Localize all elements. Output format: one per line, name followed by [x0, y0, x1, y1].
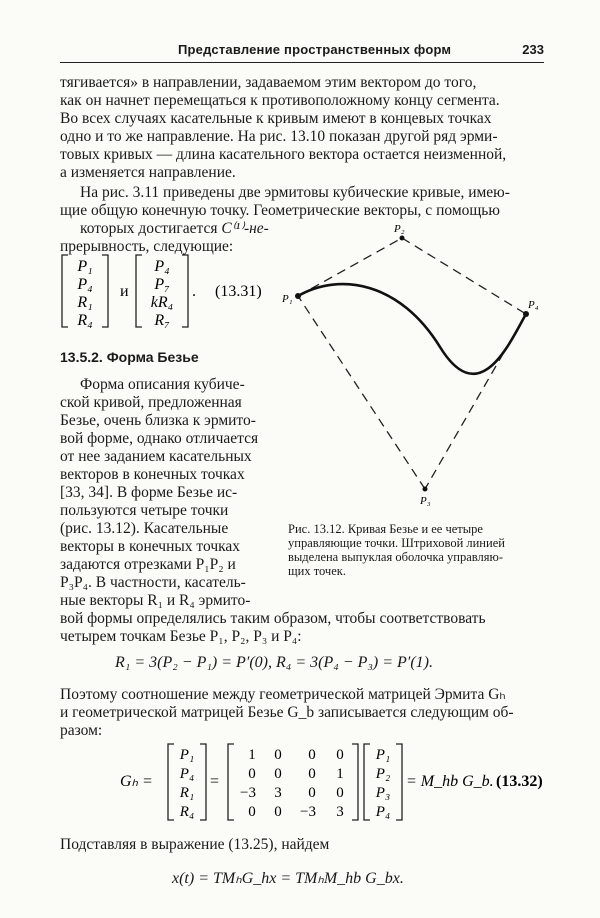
matrix-cell: 0: [248, 766, 256, 782]
text-line: и геометрической матрицей Безье G_b записывается следующим об-: [60, 704, 514, 721]
text-line: товых кривых — длина касательного вектора остается неизменной,: [60, 146, 507, 163]
bezier-figure: [280, 222, 550, 512]
text-line: вой формы определялись таким образом, чтобы соответствовать: [60, 610, 486, 627]
matrix-cell: 0: [336, 785, 344, 801]
text-line: четырем точкам Безье P₁, P₂, P₃ и P₄:: [60, 628, 302, 645]
control-point: [523, 311, 529, 317]
text-line: от нее заданием касательных: [60, 448, 252, 465]
matrix-cell: −3: [300, 804, 316, 820]
section-number: 13.5.2.: [60, 349, 103, 365]
matrix-cell: 3: [336, 804, 344, 820]
point-label: P₃: [420, 495, 431, 507]
point-label: P₄: [528, 299, 539, 311]
bracket-right: [102, 255, 108, 327]
control-point: [423, 487, 428, 492]
matrix-equation: [60, 740, 548, 824]
vector-entry: kR₄: [150, 294, 174, 311]
matrix-cell: 3: [274, 785, 282, 801]
text-line: задаются отрезками P₁P₂ и: [60, 556, 236, 573]
text-line: щие общую конечную точку. Геометрические векторы, с помощью: [60, 202, 500, 219]
tangent-equation: R₁ = 3(P₂ − P₁) = P′(0), R₄ = 3(P₄ − P₃) = P′(1).: [115, 654, 433, 671]
vector-entry: P₁: [375, 747, 391, 763]
text-line: P₃P₄. В частности, касатель-: [60, 574, 246, 591]
text-line: разом:: [60, 722, 103, 739]
text-line: На рис. 3.11 приведены две эрмитовы кубические кривые, имею-: [80, 184, 510, 201]
page-number: 233: [522, 42, 544, 57]
text-line: пользуются четыре точки: [60, 502, 229, 519]
matrix-cell: 0: [274, 747, 282, 763]
text-line: тягивается» в направлении, задаваемом этим вектором до того,: [60, 74, 477, 91]
running-head: Представление пространственных форм: [178, 42, 452, 57]
text-line: а изменяется направление.: [60, 164, 236, 181]
vector-entry: P₇: [154, 276, 170, 293]
bezier-curve: [298, 284, 526, 374]
hull-edge: [298, 296, 425, 489]
vector-entry: P₁: [179, 747, 195, 763]
text-line: векторов в конечных точках: [60, 466, 245, 483]
text-line: векторы в конечных точках: [60, 538, 241, 555]
caption-line: выделена выпуклая оболочка управляю-: [288, 550, 503, 564]
text-line: вой форме, однако отличается: [60, 430, 259, 447]
point-label: P₁: [282, 293, 293, 305]
lhs: Gₕ =: [120, 773, 153, 790]
svg-text:.: .: [192, 283, 196, 300]
vector-entry: R₄: [179, 804, 195, 820]
rhs: = M_hb G_b.: [406, 773, 494, 790]
bracket-left: [62, 255, 68, 327]
matrix-cell: 0: [308, 747, 316, 763]
hull-edge: [298, 238, 402, 296]
hull-edge: [402, 238, 526, 314]
caption-line: управляющие точки. Штриховой линией: [288, 536, 505, 550]
bracket-right: [182, 255, 188, 327]
matrix-cell: 0: [274, 804, 282, 820]
text-line: ные векторы R₁ и R₄ эрмито-: [60, 592, 251, 609]
vector-entry: P₂: [375, 766, 391, 782]
text-line: Подставляя в выражение (13.25), найдем: [60, 836, 330, 853]
conjunction: и: [120, 283, 129, 300]
matrix-cell: 0: [308, 785, 316, 801]
section-title: Форма Безье: [106, 349, 199, 365]
equation-number: (13.31): [215, 283, 262, 300]
point-label: P₂: [394, 223, 405, 235]
section-heading: [60, 348, 199, 367]
vector-entry: P₁: [77, 258, 93, 275]
matrix-cell: 1: [248, 747, 256, 763]
vector-entry: P₃: [375, 785, 391, 801]
svg-text:=: =: [210, 773, 220, 790]
text-line: Форма описания кубиче-: [80, 376, 245, 393]
c1-continuity: C⁽¹⁾-не-: [221, 220, 269, 237]
vector-entry: R₁: [179, 785, 195, 801]
text-line: ской кривой, предложенная: [60, 394, 242, 411]
page-header: [60, 40, 544, 63]
matrix-cell: 0: [336, 747, 344, 763]
caption-line: щих точек.: [288, 564, 346, 578]
text-line: [33, 34]. В форме Безье ис-: [60, 484, 238, 501]
vector-entry: R₁: [77, 294, 93, 311]
caption-line: Рис. 13.12. Кривая Безье и ее четыре: [288, 522, 483, 536]
text-line: Во всех случаях касательные к кривым имеют в концевых точках: [60, 110, 492, 127]
vector-entry: R₇: [154, 312, 170, 329]
text-line: прерывность, следующие:: [60, 238, 234, 255]
vector-entry: P₄: [179, 766, 195, 782]
vector-entry: R₄: [77, 312, 93, 329]
control-point: [295, 293, 301, 299]
bracket-left: [136, 255, 142, 327]
control-point: [400, 236, 405, 241]
text-line: Безье, очень близка к эрмито-: [60, 412, 256, 429]
vector-entry: P₄: [154, 258, 170, 275]
matrix-cell: 0: [274, 766, 282, 782]
vector-entry: P₄: [77, 276, 93, 293]
equation-number: (13.32): [496, 773, 543, 790]
text-line: [80, 220, 269, 238]
matrix-cell: 1: [336, 766, 344, 782]
matrix-cell: 0: [308, 766, 316, 782]
text-line: Поэтому соотношение между геометрической матрицей Эрмита Gₕ: [60, 686, 506, 703]
vector-entry: P₄: [375, 804, 391, 820]
final-equation: x(t) = TMₕG_hx = TMₕM_hb G_bx.: [172, 870, 404, 887]
text-fragment: которых достигается: [80, 220, 218, 237]
matrix-cell: 0: [248, 804, 256, 820]
matrix-entries: [240, 747, 344, 820]
text-line: как он начнет перемещаться к противоположному концу сегмента.: [60, 92, 500, 109]
matrix-cell: −3: [240, 785, 256, 801]
text-line: одно и то же направление. На рис. 13.10 показан другой ряд эрми-: [60, 128, 498, 145]
text-line: (рис. 13.12). Касательные: [60, 520, 229, 537]
convex-hull: [298, 238, 526, 489]
vectors-equation: [60, 253, 295, 331]
